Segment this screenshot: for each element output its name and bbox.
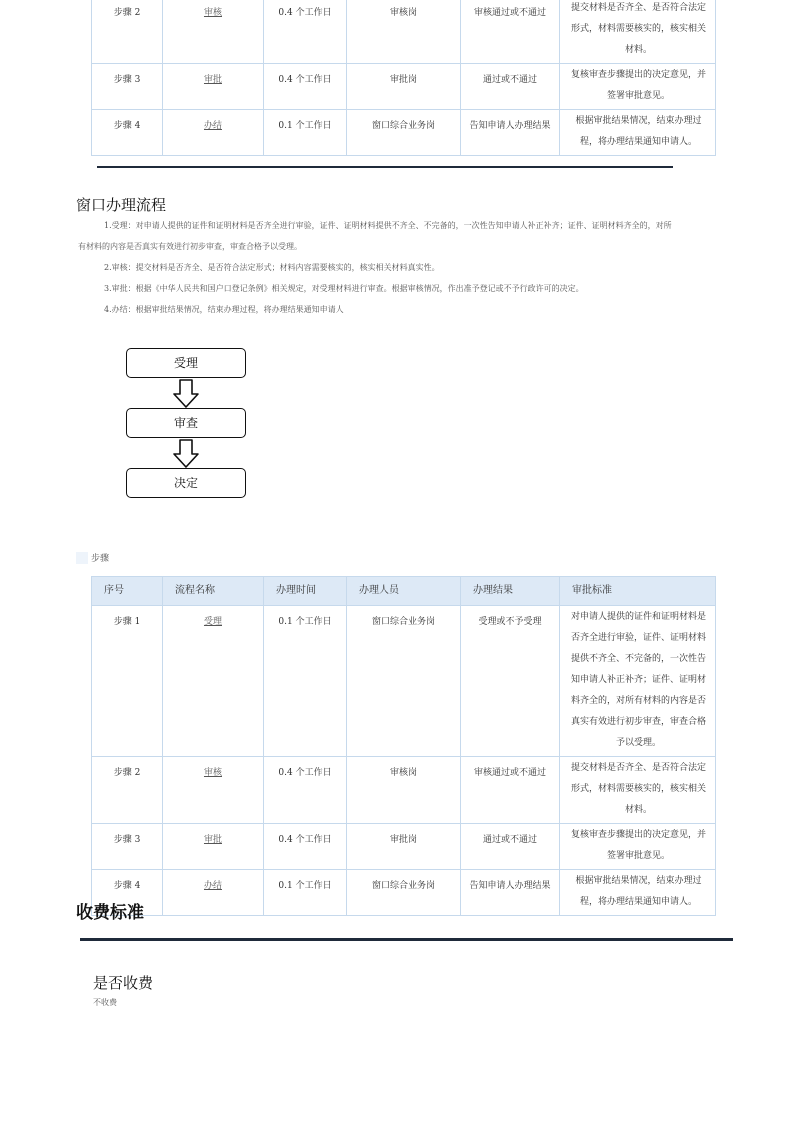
table-row <box>92 64 716 110</box>
step-number: 步骤 3 <box>92 64 163 110</box>
step-criteria: 提交材料是否齐全、是否符合法定形式，材料需要核实的，核实相关材料。 <box>560 0 716 64</box>
process-paragraph-1: 1.受理：对申请人提供的证件和证明材料是否齐全进行审验，证件、证明材料提供不齐全、不完备的，一次性告知申请人补正补齐；证件、证明材料齐全的，对所有材料的内容是否真实有效进行初步审查，审查合格予以受理。 <box>78 221 672 251</box>
step-number: 步骤 1 <box>92 606 163 757</box>
window-process-title: 窗口办理流程 <box>76 196 167 214</box>
table-row <box>92 110 716 156</box>
step-result: 受理或不予受理 <box>461 606 560 757</box>
header-criteria: 审批标准 <box>560 577 716 606</box>
step-criteria: 根据审批结果情况，结束办理过程，将办理结果通知申请人。 <box>560 870 716 916</box>
step-result: 告知申请人办理结果 <box>461 870 560 916</box>
divider <box>97 166 673 168</box>
fee-section-title: 收费标准 <box>76 903 144 923</box>
header-time: 办理时间 <box>264 577 347 606</box>
step-criteria: 对申请人提供的证件和证明材料是否齐全进行审验，证件、证明材料提供不齐全、不完备的，一次性告知申请人补正补齐；证件、证明材料齐全的，对所有材料的内容是否真实有效进行初步审查，审查合格予以受理。 <box>560 606 716 757</box>
step-number: 步骤 4 <box>92 110 163 156</box>
table-header-row <box>92 577 716 606</box>
flow-step-accept: 受理 <box>126 348 246 378</box>
divider <box>80 938 733 941</box>
down-arrow-icon <box>172 439 200 469</box>
step-result: 审核通过或不通过 <box>461 0 560 64</box>
table-row <box>92 0 716 64</box>
fee-subtitle: 是否收费 <box>93 974 154 992</box>
header-process-name: 流程名称 <box>163 577 264 606</box>
step-time: 0.4 个工作日 <box>264 824 347 870</box>
step-staff: 审批岗 <box>347 64 461 110</box>
step-staff: 窗口综合业务岗 <box>347 870 461 916</box>
step-number: 步骤 3 <box>92 824 163 870</box>
step-criteria: 根据审批结果情况，结束办理过程，将办理结果通知申请人。 <box>560 110 716 156</box>
table-row <box>92 824 716 870</box>
step-result: 通过或不通过 <box>461 64 560 110</box>
table-row <box>92 606 716 757</box>
step-time: 0.4 个工作日 <box>264 64 347 110</box>
steps-table <box>91 576 716 916</box>
step-time: 0.1 个工作日 <box>264 870 347 916</box>
header-result: 办理结果 <box>461 577 560 606</box>
step-staff: 审核岗 <box>347 757 461 824</box>
steps-label: 步骤 <box>91 554 110 564</box>
step-result: 审核通过或不通过 <box>461 757 560 824</box>
process-paragraph-3: 3.审批：根据《中华人民共和国户口登记条例》相关规定，对受理材料进行审查。根据审核情况，作出准予登记或不予行政许可的决定。 <box>104 284 584 293</box>
step-staff: 审批岗 <box>347 824 461 870</box>
step-name-link[interactable]: 受理 <box>163 606 264 757</box>
step-name-link[interactable]: 办结 <box>163 110 264 156</box>
step-staff: 审核岗 <box>347 0 461 64</box>
step-name-link[interactable]: 审批 <box>163 824 264 870</box>
step-time: 0.4 个工作日 <box>264 0 347 64</box>
step-time: 0.1 个工作日 <box>264 110 347 156</box>
fee-value: 不收费 <box>93 998 117 1007</box>
down-arrow-icon <box>172 379 200 409</box>
step-name-link[interactable]: 审核 <box>163 0 264 64</box>
step-criteria: 复核审查步骤提出的决定意见，并签署审批意见。 <box>560 64 716 110</box>
step-name-link[interactable]: 审核 <box>163 757 264 824</box>
process-paragraph-2: 2.审核：提交材料是否齐全、是否符合法定形式；材料内容需要核实的，核实相关材料真实性。 <box>104 263 440 272</box>
step-staff: 窗口综合业务岗 <box>347 606 461 757</box>
steps-label-marker <box>76 552 88 564</box>
step-time: 0.1 个工作日 <box>264 606 347 757</box>
step-time: 0.4 个工作日 <box>264 757 347 824</box>
step-number: 步骤 2 <box>92 0 163 64</box>
step-criteria: 复核审查步骤提出的决定意见，并签署审批意见。 <box>560 824 716 870</box>
flow-step-decide: 决定 <box>126 468 246 498</box>
step-number: 步骤 2 <box>92 757 163 824</box>
table-row <box>92 757 716 824</box>
step-result: 通过或不通过 <box>461 824 560 870</box>
header-seq: 序号 <box>92 577 163 606</box>
step-result: 告知申请人办理结果 <box>461 110 560 156</box>
flow-step-review: 审查 <box>126 408 246 438</box>
process-paragraph-4: 4.办结：根据审批结果情况，结束办理过程，将办理结果通知申请人 <box>104 305 344 314</box>
step-name-link[interactable]: 审批 <box>163 64 264 110</box>
step-staff: 窗口综合业务岗 <box>347 110 461 156</box>
header-staff: 办理人员 <box>347 577 461 606</box>
table-row <box>92 870 716 916</box>
step-number: 步骤 4 <box>92 870 163 916</box>
step-name-link[interactable]: 办结 <box>163 870 264 916</box>
step-criteria: 提交材料是否齐全、是否符合法定形式，材料需要核实的，核实相关材料。 <box>560 757 716 824</box>
top-steps-table <box>91 0 716 156</box>
